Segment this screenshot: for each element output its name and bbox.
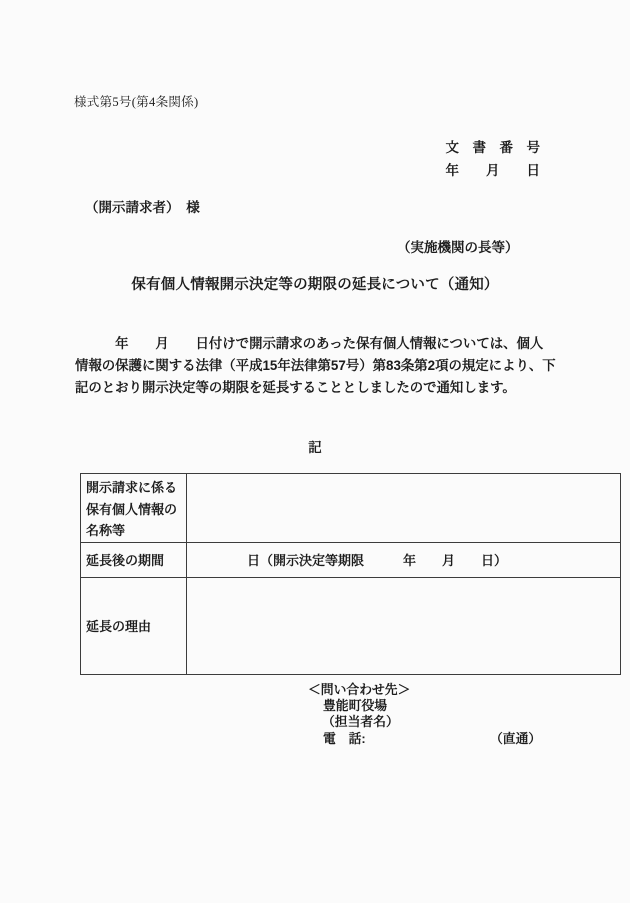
body-line-3: 記のとおり開示決定等の期限を延長することとしましたので通知します。 <box>75 380 516 395</box>
doc-date-line: 年 月 日 <box>445 163 540 178</box>
addressee-line: （開示請求者） 様 <box>85 200 200 215</box>
contact-tel-label: 電 話: <box>323 730 366 746</box>
row1-value-cell <box>187 474 621 543</box>
contact-office: 豊能町役場 <box>323 698 387 714</box>
contact-heading: ＜問い合わせ先＞ <box>308 682 411 697</box>
sender-line: （実施機関の長等） <box>397 240 519 255</box>
row1-label-line1: 開示請求に係る <box>86 480 178 495</box>
ki-heading: 記 <box>308 440 322 455</box>
document-title: 保有個人情報開示決定等の期限の延長について（通知） <box>131 277 499 293</box>
table-row <box>81 577 621 674</box>
body-paragraph <box>75 333 556 399</box>
table-row <box>81 474 621 543</box>
row1-label <box>81 474 187 543</box>
contact-block <box>308 682 542 747</box>
form-number: 様式第5号(第4条関係) <box>74 95 199 109</box>
table-row <box>81 542 621 577</box>
body-line-1: 年 月 日付けで開示請求のあった保有個人情報については、個人 <box>75 336 544 351</box>
row2-value-cell: 日（開示決定等期限 年 月 日） <box>187 542 621 577</box>
body-line-2: 情報の保護に関する法律（平成15年法律第57号）第83条第2項の規定により、下 <box>75 358 556 373</box>
contact-person: （担当者名） <box>322 714 399 730</box>
doc-number-label: 文 書 番 号 <box>445 140 540 155</box>
contact-tel-note: （直通） <box>490 730 542 746</box>
row1-label-line3: 名称等 <box>86 523 126 538</box>
details-table <box>80 473 621 675</box>
contact-tel-line <box>308 730 542 747</box>
row2-label: 延長後の期間 <box>81 542 187 577</box>
doc-number-block <box>446 136 541 182</box>
row1-label-line2: 保有個人情報の <box>86 501 178 517</box>
row3-value-cell <box>187 577 621 674</box>
row3-label: 延長の理由 <box>81 577 187 674</box>
